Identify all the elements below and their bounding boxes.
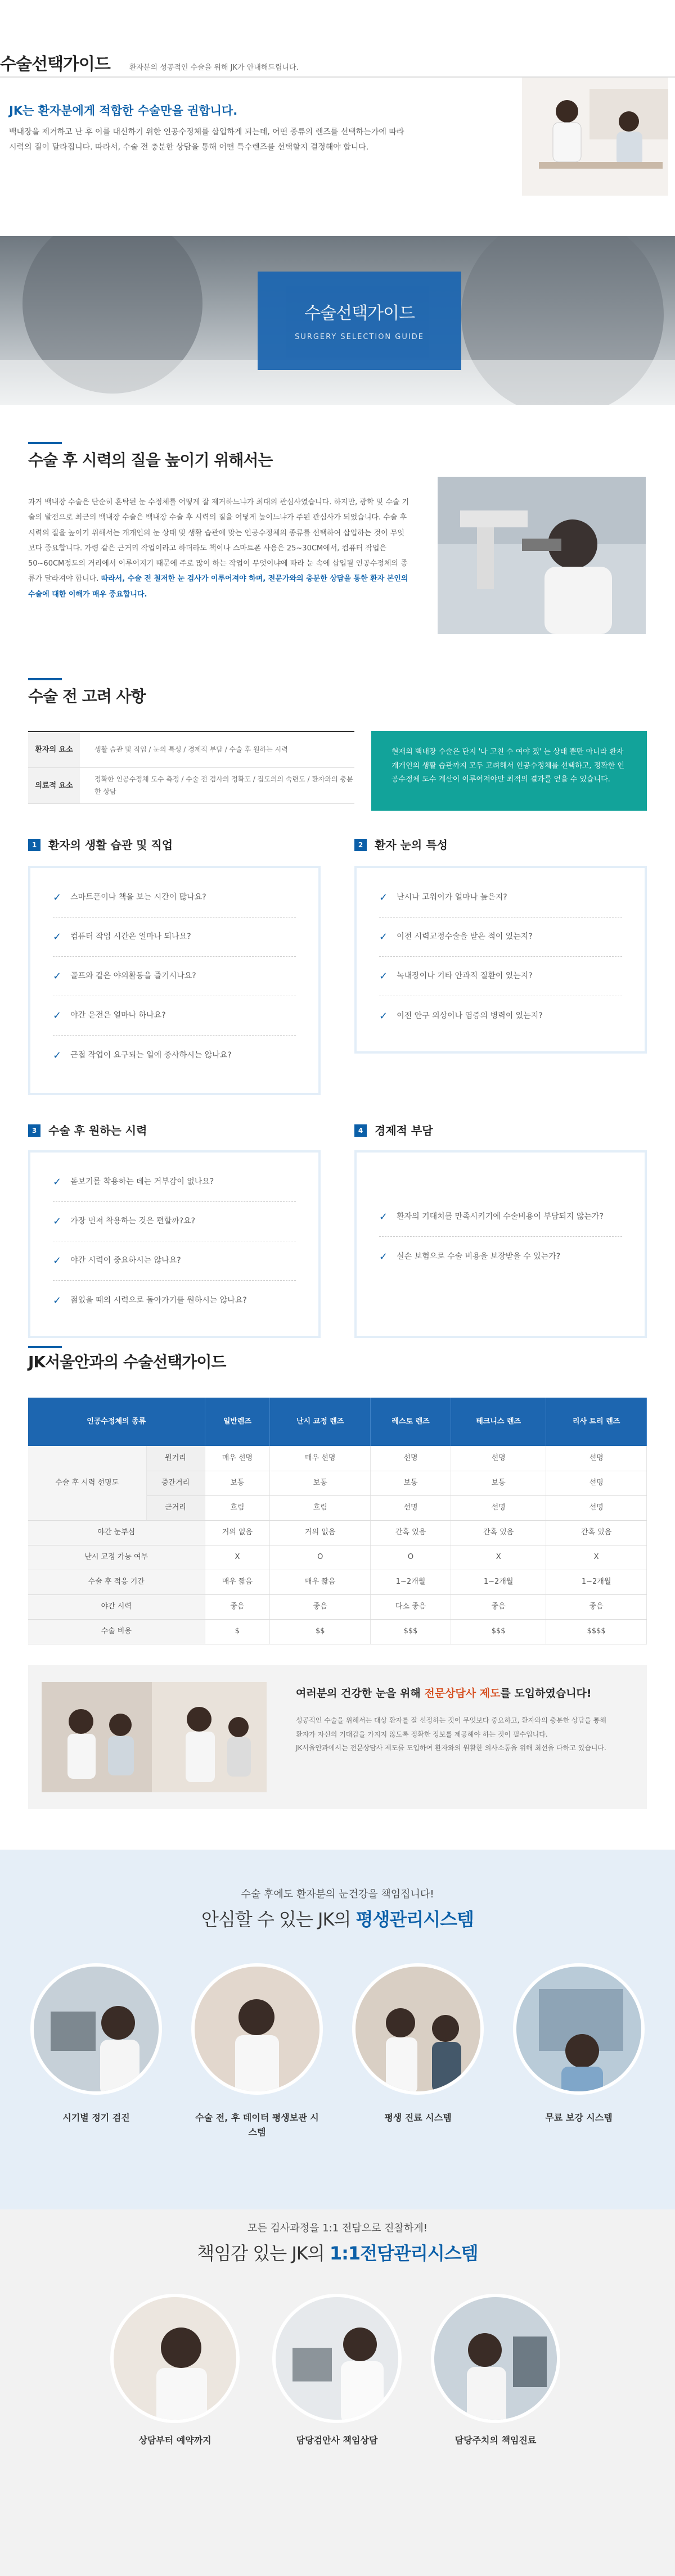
table-cell: 거의 없음 <box>205 1520 270 1545</box>
check-icon: ✓ <box>53 970 62 982</box>
table-cell: X <box>546 1545 647 1570</box>
table-cell: 선명 <box>371 1495 451 1520</box>
list-item <box>53 1281 296 1320</box>
reservation-image <box>114 2297 240 2423</box>
section-bar <box>28 1346 62 1348</box>
check-icon: ✓ <box>53 892 62 903</box>
table-cell: 보통 <box>270 1471 371 1495</box>
treatment-image <box>356 1967 484 2095</box>
column-header: 리사 트리 렌즈 <box>546 1398 647 1446</box>
column-header: 인공수정체의 종류 <box>28 1398 205 1446</box>
consider-key: 환자의 요소 <box>28 732 80 767</box>
item-text: 환자의 기대치를 만족시키기에 수술비용이 부담되지 않는가? <box>397 1212 604 1221</box>
table-cell: O <box>270 1545 371 1570</box>
item-text: 가장 먼저 착용하는 것은 편할까?요? <box>70 1217 196 1226</box>
box-number: 2 <box>354 839 367 851</box>
table-cell: $$$$ <box>546 1619 647 1644</box>
row-label: 난시 교정 가능 여부 <box>28 1545 205 1570</box>
table-cell: 1~2개월 <box>546 1570 647 1594</box>
check-icon: ✓ <box>53 931 62 943</box>
table-row <box>28 1570 647 1594</box>
table-cell: 보통 <box>205 1471 270 1495</box>
table-cell: $$$ <box>451 1619 546 1644</box>
page-title: 수술선택가이드 <box>0 55 110 74</box>
box-number: 1 <box>28 839 40 851</box>
intro-line-1: 백내장을 제거하고 난 후 이를 대신하기 위한 인공수정체를 삽입하게 되는데, 어떤 종류의 렌즈를 선택하는가에 따라 <box>9 128 404 137</box>
column-header: 레스토 렌즈 <box>371 1398 451 1446</box>
lifetime-care-section <box>0 1850 675 2209</box>
row-group-label: 수술 후 시력 선명도 <box>28 1446 146 1520</box>
check-icon: ✓ <box>379 931 388 943</box>
check-icon: ✓ <box>53 1049 62 1061</box>
section-bar <box>28 678 62 680</box>
row-label: 중간거리 <box>146 1471 205 1495</box>
list-item <box>53 1163 296 1202</box>
table-cell: 보통 <box>371 1471 451 1495</box>
care-label: 시기별 정기 검진 <box>62 2112 130 2123</box>
list-item <box>53 1036 296 1075</box>
table-cell: $$ <box>270 1619 371 1644</box>
row-label: 야간 시력 <box>28 1594 205 1619</box>
list-item <box>53 878 296 918</box>
item-text: 이전 안구 외상이나 염증의 병력이 있는지? <box>397 1011 543 1020</box>
item-text: 젊었을 때의 시력으로 돌아가기를 원하시는 않나요? <box>70 1295 247 1305</box>
table-cell: 간혹 있음 <box>451 1520 546 1545</box>
table-cell: 좋음 <box>451 1594 546 1619</box>
one-subtitle: 모든 검사과정을 1:1 전담으로 진찰하게! <box>248 2222 428 2234</box>
care-label: 무료 보강 시스템 <box>545 2112 613 2123</box>
table-cell: 좋음 <box>205 1594 270 1619</box>
table-cell: 선명 <box>371 1446 451 1471</box>
box-title: 경제적 부담 <box>375 1124 433 1137</box>
intro-body <box>9 125 504 155</box>
one-label: 담당검안사 책임상담 <box>296 2435 378 2446</box>
table-cell: 좋음 <box>270 1594 371 1619</box>
one-label: 상담부터 예약까지 <box>138 2435 212 2446</box>
counselor-title-highlight: 전문상담사 제도 <box>424 1687 501 1700</box>
counselor-line: 환자가 자신의 기대감을 가지지 않도록 정확한 정보를 제공해야 하는 것이 필수입니다. <box>296 1730 548 1738</box>
box-title: 수술 후 원하는 시력 <box>48 1124 147 1137</box>
table-cell: 매우 선명 <box>270 1446 371 1471</box>
table-cell: 선명 <box>546 1446 647 1471</box>
care-photo-treatment <box>352 1963 484 2095</box>
counselor-line: JK서울안과에서는 전문상담사 제도를 도입하여 환자와의 원활한 의사소통을 위해 최선을 다하고 있습니다. <box>296 1744 606 1752</box>
table-cell: 선명 <box>451 1495 546 1520</box>
table-cell: 매우 선명 <box>205 1446 270 1471</box>
table-cell: 매우 짧음 <box>270 1570 371 1594</box>
consider-row <box>28 732 354 768</box>
table-cell: 간혹 있음 <box>546 1520 647 1545</box>
table-cell: $$$ <box>371 1619 451 1644</box>
row-label: 원거리 <box>146 1446 205 1471</box>
one-photo-reservation <box>110 2294 240 2423</box>
row-label: 수술 비용 <box>28 1619 205 1644</box>
item-text: 컴퓨터 작업 시간은 얼마나 되나요? <box>70 932 191 941</box>
one-title <box>0 2240 675 2267</box>
check-icon: ✓ <box>379 892 388 903</box>
consider-note: 현재의 백내장 수술은 단지 '나 고친 수 여야 겠' 는 상태 뿐만 아니라 환자 개개인의 생활 습관까지 모두 고려해서 인공수정체를 선택하고, 정확한 인공수정체 도수 계산이 이루어져야만 최적의 결과를 얻을 수 있습니다. <box>371 731 647 811</box>
hero-banner <box>0 236 675 405</box>
table-cell: 간혹 있음 <box>371 1520 451 1545</box>
table-row <box>28 1446 647 1471</box>
item-text: 야간 운전은 얼마나 하나요? <box>70 1011 166 1020</box>
box-number: 4 <box>354 1124 367 1137</box>
table-cell: 1~2개월 <box>451 1570 546 1594</box>
doctor-microscope-photo <box>438 477 646 634</box>
consider-key: 의료적 요소 <box>28 768 80 803</box>
table-cell: O <box>371 1545 451 1570</box>
check-icon: ✓ <box>53 1255 62 1267</box>
table-cell: 선명 <box>451 1446 546 1471</box>
check-icon: ✓ <box>53 1176 62 1188</box>
table-cell: 좋음 <box>546 1594 647 1619</box>
check-icon: ✓ <box>53 1010 62 1022</box>
list-item <box>53 1241 296 1281</box>
consider-value: 정확한 인공수정체 도수 측정 / 수술 전 검사의 정확도 / 집도의의 숙련도 / 환자와의 충분한 상담 <box>94 775 353 796</box>
table-header-row <box>28 1398 647 1446</box>
care-title-pre: 안심할 수 있는 JK의 <box>201 1909 356 1930</box>
consultation-photo <box>522 78 668 196</box>
optometrist-image <box>276 2297 402 2423</box>
row-label: 수술 후 적응 기간 <box>28 1570 205 1594</box>
list-item <box>53 918 296 957</box>
hero-subtitle: SURGERY SELECTION GUIDE <box>295 333 424 341</box>
consider-value: 생활 습관 및 직업 / 눈의 특성 / 경제적 부담 / 수술 후 원하는 시력 <box>94 745 288 753</box>
table-cell: 매우 짧음 <box>205 1570 270 1594</box>
box-3-heading <box>28 1122 147 1139</box>
box-3 <box>28 1150 321 1338</box>
column-header: 난시 교정 렌즈 <box>270 1398 371 1446</box>
table-row <box>28 1520 647 1545</box>
check-icon: ✓ <box>379 1250 388 1263</box>
warranty-image <box>516 1967 645 2095</box>
row-label: 야간 눈부심 <box>28 1520 205 1545</box>
box-title: 환자의 생활 습관 및 직업 <box>48 838 173 852</box>
table-cell: 보통 <box>451 1471 546 1495</box>
hero-title: 수술선택가이드 <box>304 304 415 323</box>
care-title-highlight: 평생관리시스템 <box>356 1909 474 1930</box>
doctor-image <box>434 2297 560 2423</box>
one-photo-doctor <box>431 2294 560 2423</box>
care-title <box>0 1906 675 1933</box>
check-icon: ✓ <box>379 1211 388 1223</box>
counselor-section <box>28 1665 647 1809</box>
section-consider-title: 수술 전 고려 사항 <box>28 687 146 706</box>
check-icon: ✓ <box>379 1010 388 1022</box>
column-header: 테크니스 렌즈 <box>451 1398 546 1446</box>
list-item <box>53 957 296 996</box>
counselor-body <box>296 1714 633 1755</box>
counselor-photo <box>42 1682 267 1792</box>
care-subtitle: 수술 후에도 환자분의 눈건강을 책임집니다! <box>241 1888 434 1900</box>
column-header: 일반렌즈 <box>205 1398 270 1446</box>
care-photo-data <box>191 1963 323 2095</box>
item-text: 야간 시력이 중요하시는 않나요? <box>70 1256 181 1265</box>
table-cell: 선명 <box>546 1495 647 1520</box>
list-item <box>53 996 296 1036</box>
care-photo-checkup <box>30 1963 162 2095</box>
table-cell: 다소 좋음 <box>371 1594 451 1619</box>
consider-row <box>28 768 354 804</box>
care-label: 수술 전, 후 데이터 평생보관 시스템 <box>195 2112 319 2137</box>
box-1 <box>28 866 321 1095</box>
box-2 <box>354 866 647 1054</box>
counselor-title-post: 를 도입하였습니다! <box>500 1687 592 1700</box>
item-text: 근접 작업이 요구되는 일에 종사하시는 않나요? <box>70 1050 232 1060</box>
table-cell: 거의 없음 <box>270 1520 371 1545</box>
section-vision-body <box>28 495 411 602</box>
box-4 <box>354 1150 647 1338</box>
item-text: 난시나 고워이가 얼마나 높은지? <box>397 893 507 902</box>
list-item <box>379 918 622 957</box>
list-item <box>379 957 622 996</box>
table-cell: 1~2개월 <box>371 1570 451 1594</box>
guide-title: JK서울안과의 수술선택가이드 <box>28 1353 226 1371</box>
care-photo-warranty <box>513 1963 645 2095</box>
box-number: 3 <box>28 1124 40 1137</box>
list-item <box>379 1197 622 1237</box>
item-text: 이전 시력교정수술을 받은 적이 있는지? <box>397 932 533 941</box>
item-text: 실손 보험으로 수술 비용을 보장받을 수 있는가? <box>397 1251 561 1261</box>
check-icon: ✓ <box>379 970 388 982</box>
table-cell: X <box>205 1545 270 1570</box>
table-row <box>28 1619 647 1644</box>
list-item <box>379 996 622 1036</box>
one-label: 담당주치의 책임진료 <box>454 2435 537 2446</box>
section-vision-text: 과거 백내장 수술은 단순히 혼탁된 눈 수정체를 어떻게 잘 제거하느냐가 최대의 관심사였습니다. 하지만, 광학 및 수술 기술의 발전으로 최근의 백내장 수술은 백내장 수술 후 시력의 질을 어떻게 높이느냐가 주된 관심사가 되었습니다. 수술 후 시력의 질을 높이기 위해서는 개개인의 눈 상태 및 생활 습관에 맞는 인공수정체의 종류를 선택하여 삽입하는 것이 무엇보다 중요합니다. 가령 같은 근거리 작업이라고 하더라도 책이나 스마트폰 사용은 25~30CM에서, 컴퓨터 작업은 50~60CM정도의 거리에서 이루어지기 때문에 주로 많이 하는 작업이 무엇이냐에 따라 눈 속에 삽입될 인공수정체의 종류가 달라져야 합니다. <box>28 498 410 584</box>
box-1-heading <box>28 837 173 853</box>
counselor-title-pre: 여러분의 건강한 눈을 위해 <box>296 1687 425 1700</box>
row-label: 근거리 <box>146 1495 205 1520</box>
one-title-highlight: 1:1전담관리시스템 <box>329 2243 478 2264</box>
table-cell: 흐림 <box>205 1495 270 1520</box>
counselor-line: 성공적인 수술을 위해서는 대상 환자를 잘 선정하는 것이 무엇보다 중요하고, 환자와의 충분한 상담을 통해 <box>296 1716 606 1724</box>
counselor-title <box>296 1685 592 1702</box>
section-vision-highlight: 따라서, 수술 전 철저한 눈 검사가 이루어져야 하며, 전문가와의 충분한 상담을 통한 환자 본인의 수술에 대한 이해가 매우 중요합니다. <box>28 575 408 599</box>
hero-title-box <box>258 272 461 370</box>
table-row <box>28 1545 647 1570</box>
list-item <box>53 1202 296 1241</box>
box-2-heading <box>354 837 448 853</box>
list-item <box>379 1237 622 1276</box>
checkup-image <box>34 1967 162 2095</box>
list-item <box>379 878 622 918</box>
item-text: 골프와 같은 야외활동을 즐기시나요? <box>70 971 196 980</box>
item-text: 녹내장이나 기타 안과적 질환이 있는지? <box>397 971 533 980</box>
check-icon: ✓ <box>53 1215 62 1227</box>
table-cell: 선명 <box>546 1471 647 1495</box>
intro-line-2: 시력의 질이 달라집니다. 따라서, 수술 전 충분한 상담을 통해 어떤 특수렌즈를 선택할지 결정해야 합니다. <box>9 142 369 152</box>
section-bar <box>28 442 62 444</box>
box-4-heading <box>354 1122 433 1139</box>
page-header <box>0 0 675 73</box>
box-title: 환자 눈의 특성 <box>375 838 448 852</box>
one-title-pre: 책임감 있는 JK의 <box>197 2243 330 2264</box>
data-image <box>195 1967 323 2095</box>
item-text: 돋보기를 착용하는 데는 거부감이 없나요? <box>70 1177 214 1186</box>
table-cell: X <box>451 1545 546 1570</box>
item-text: 스마트폰이나 책을 보는 시간이 많나요? <box>70 893 206 902</box>
table-cell: $ <box>205 1619 270 1644</box>
consider-table <box>28 731 354 804</box>
page-subtitle: 환자분의 성공적인 수술을 위해 JK가 안내해드립니다. <box>129 64 299 72</box>
table-row <box>28 1594 647 1619</box>
intro-block <box>0 78 675 196</box>
one-to-one-section <box>0 2209 675 2576</box>
table-cell: 흐림 <box>270 1495 371 1520</box>
intro-headline: JK는 환자분에게 적합한 수술만을 권합니다. <box>9 104 238 117</box>
one-photo-optometrist <box>272 2294 402 2423</box>
care-label: 평생 진료 시스템 <box>384 2112 452 2123</box>
lens-guide-table <box>28 1398 647 1644</box>
section-vision-title: 수술 후 시력의 질을 높이기 위해서는 <box>28 451 273 469</box>
check-icon: ✓ <box>53 1294 62 1307</box>
